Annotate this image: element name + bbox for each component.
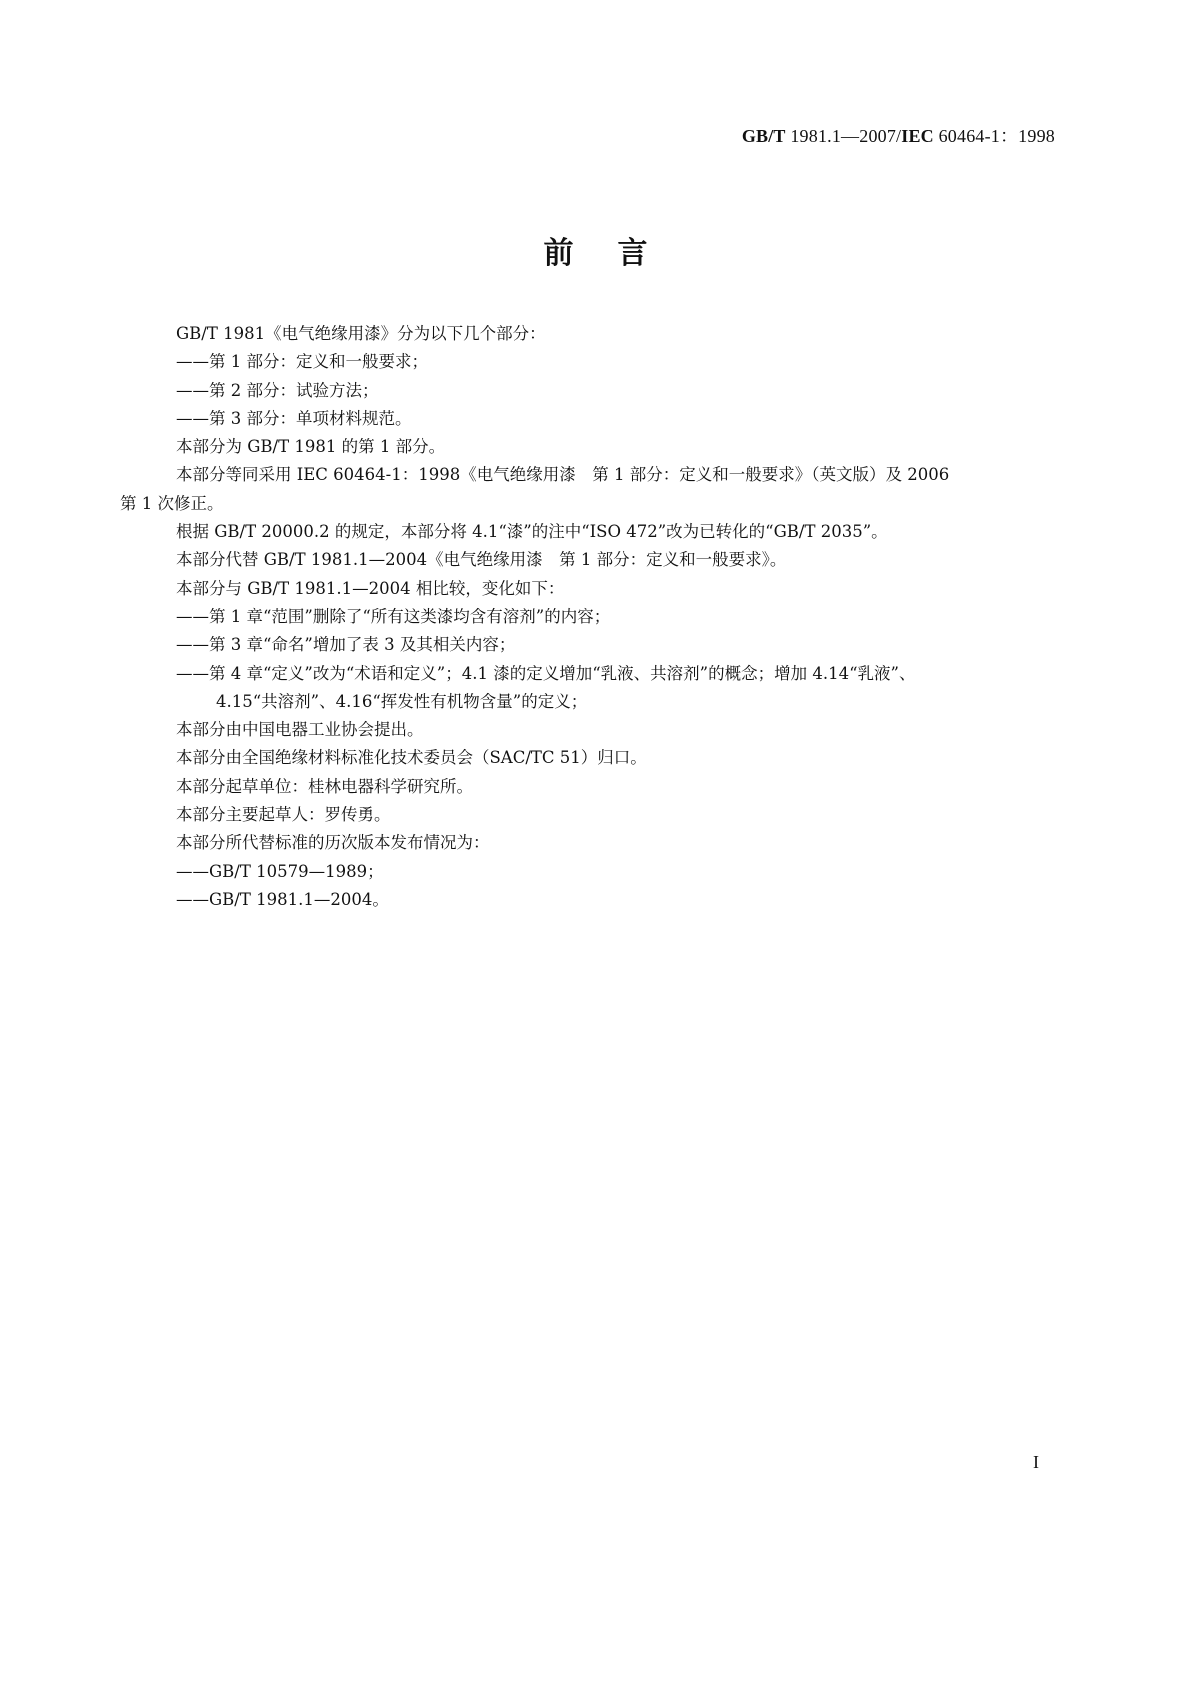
standard-number-header <box>742 122 1055 148</box>
paragraph: GB/T 1981《电气绝缘用漆》分为以下几个部分： <box>176 324 546 343</box>
paragraph-continuation: 第 1 次修正。 <box>120 493 224 513</box>
header-iec-number: 60464-1：1998 <box>933 126 1055 146</box>
header-iec: IEC <box>901 126 934 146</box>
paragraph: 本部分等同采用 IEC 60464-1：1998《电气绝缘用漆 第 1 部分：定义和一般要求》（英文版）及 2006 <box>176 465 950 485</box>
page-title: 前言 <box>543 236 692 271</box>
list-item: ——第 1 章“范围”删除了“所有这类漆均含有溶剂”的内容； <box>176 606 611 626</box>
list-item: ——第 3 章“命名”增加了表 3 及其相关内容； <box>176 635 516 655</box>
header-gb-number: 1981.1—2007/ <box>785 126 902 146</box>
list-item: ——第 2 部分：试验方法； <box>176 380 379 400</box>
list-item: ——第 4 章“定义”改为“术语和定义”；4.1 漆的定义增加“乳液、共溶剂”的概念；增加 4.14“乳液”、 <box>176 663 916 683</box>
paragraph: 本部分起草单位：桂林电器科学研究所。 <box>176 776 473 796</box>
list-item: ——GB/T 1981.1—2004。 <box>176 889 389 909</box>
header-gb: GB/T <box>741 126 786 146</box>
list-item: ——第 1 部分：定义和一般要求； <box>176 352 428 372</box>
paragraph: 本部分主要起草人：罗传勇。 <box>176 805 391 825</box>
page-number: I <box>1033 1452 1039 1472</box>
paragraph: 本部分与 GB/T 1981.1—2004 相比较，变化如下： <box>176 578 565 598</box>
paragraph: 本部分由全国绝缘材料标准化技术委员会（SAC/TC 51）归口。 <box>176 748 647 768</box>
paragraph: 本部分为 GB/T 1981 的第 1 部分。 <box>176 437 446 457</box>
list-item-continuation: 4.15“共溶剂”、4.16“挥发性有机物含量”的定义； <box>216 691 588 711</box>
list-item: ——第 3 部分：单项材料规范。 <box>176 408 412 428</box>
foreword-body <box>120 320 1072 914</box>
paragraph: 本部分代替 GB/T 1981.1—2004《电气绝缘用漆 第 1 部分：定义和一般要求》。 <box>176 550 787 570</box>
paragraph: 本部分所代替标准的历次版本发布情况为： <box>176 833 490 853</box>
list-item: ——GB/T 10579—1989； <box>176 861 384 881</box>
paragraph: 本部分由中国电器工业协会提出。 <box>176 720 424 740</box>
paragraph: 根据 GB/T 20000.2 的规定，本部分将 4.1“漆”的注中“ISO 472”改为已转化的“GB/T 2035”。 <box>176 522 888 542</box>
